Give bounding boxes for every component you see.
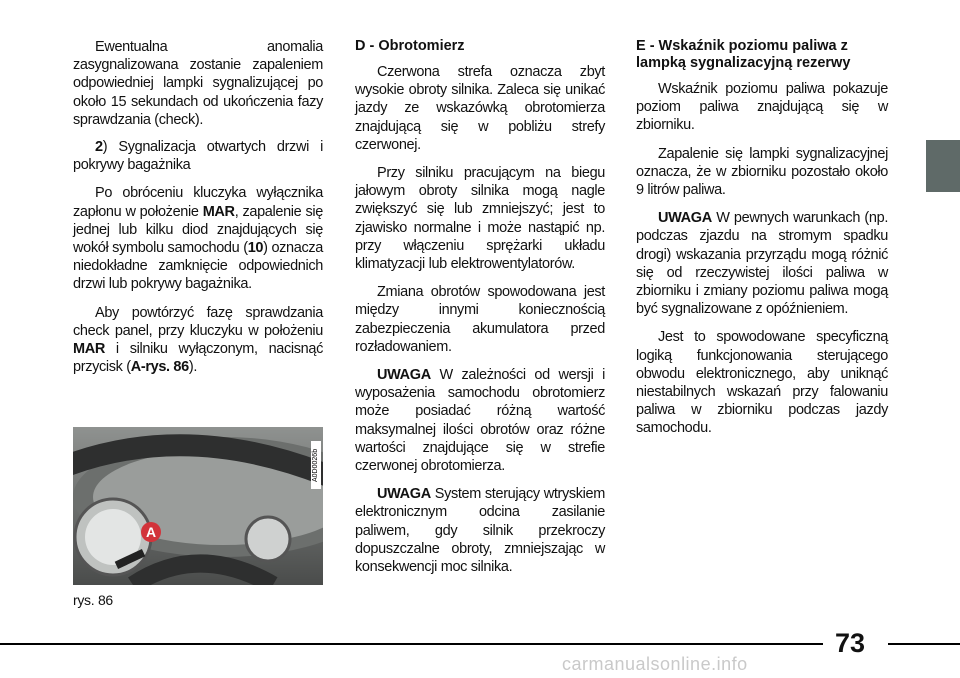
key-position-mar: MAR — [202, 203, 235, 220]
figure-caption: rys. 86 — [73, 592, 113, 608]
figure-reference: A-rys. 86 — [130, 359, 189, 376]
page-number: 73 — [835, 628, 866, 658]
note-text: W pewnych warunkach (np. podczas zjazdu na stromym spadku drogi) wskazania przyrządu mogą różnić się od rzeczywistej ilości paliwa w zbiorniku i zmiany poziomu paliwa mogą być sygnalizowane z opóźnieniem. — [636, 210, 888, 318]
paragraph-doors-desc — [73, 184, 323, 293]
note-label: UWAGA — [377, 486, 431, 503]
text-run: ). — [188, 359, 198, 376]
note-label: UWAGA — [377, 367, 431, 384]
paragraph: Jest to spowodowane specyficzną logiką funkcjonowania sterującego obwodu elektronicznego, aby uniknąć niestabilnych wskazań przy falowaniu paliwa w zbiorniku podczas jazdy samochodu. — [636, 329, 888, 437]
paragraph: Czerwona strefa oznacza zbyt wysokie obroty silnika. Zaleca się unikać jazdy ze wskazówką obrotomierza znajdującą się w pobliżu strefy czerwonej. — [355, 64, 605, 153]
column-middle — [355, 38, 605, 586]
key-position-mar: MAR — [73, 341, 105, 358]
chapter-tab — [926, 140, 960, 192]
section-heading-fuel-gauge: E - Wskaźnik poziomu paliwa z lampką sygnalizacyjną rezerwy — [636, 38, 851, 71]
paragraph: Zapalenie się lampki sygnalizacyjnej oznacza, że w zbiorniku pozostało około 9 litrów paliwa. — [636, 145, 888, 199]
note-paragraph — [355, 485, 605, 576]
item-number: 2 — [95, 139, 103, 156]
footer-rule-right — [888, 643, 960, 645]
note-paragraph — [636, 209, 888, 318]
symbol-number: 10 — [247, 240, 264, 257]
column-left — [73, 38, 323, 386]
text-run: Aby powtórzyć fazę sprawdzania check panel, przy kluczyku w położeniu — [73, 304, 323, 339]
paragraph: Zmiana obrotów spowodowana jest między innymi koniecznością zabezpieczenia akumulatora przed rozładowaniem. — [355, 284, 605, 355]
section-heading-tachometer: D - Obrotomierz — [355, 38, 465, 54]
text-run: , zapalenie się jednej lub kilku diod znajdujących się wokół symbolu samochodu ( — [73, 203, 323, 257]
watermark: carmanualsonline.info — [562, 654, 748, 674]
dashboard-illustration — [73, 427, 323, 585]
note-label: UWAGA — [658, 210, 712, 227]
figure-code: A0D0026b — [311, 441, 321, 489]
footer-rule-left — [0, 643, 823, 645]
paragraph-anomaly: Ewentualna anomalia zasygnalizowana zostanie zapaleniem odpowiedniej lampki sygnalizującej po około 15 sekundach od ukończenia fazy sprawdzania (check). — [73, 39, 323, 128]
text-run: ) oznacza niedokładne zamknięcie odpowiednich drzwi lub pokrywy bagażnika. — [73, 240, 323, 293]
column-right — [636, 38, 888, 448]
note-text: W zależności od wersji i wyposażenia samochodu obrotomierz może posiadać różną wartość maksymalnej ilości obrotów oraz różne wartości znajdujące się w strefie czerwonej obrotomierza. — [355, 367, 605, 475]
paragraph: Wskaźnik poziomu paliwa pokazuje poziom paliwa znajdującą się w zbiorniku. — [636, 81, 888, 134]
paragraph-doors-heading — [73, 138, 323, 174]
paragraph: Przy silniku pracującym na biegu jałowym obroty silnika mogą nagle zwiększyć się lub zmniejszyć; jest to zjawisko normalne i może nastąpić np. przy włączeniu sprężarki układu klimatyzacji lub elektrowentylatorów. — [355, 165, 605, 273]
callout-label-a: A — [141, 522, 161, 542]
text-run: Po obróceniu kluczyka wyłącznika zapłonu w położenie — [73, 185, 323, 220]
paragraph-check-repeat — [73, 304, 323, 377]
note-paragraph — [355, 366, 605, 475]
note-text: System sterujący wtryskiem elektronicznym odcina zasilanie paliwem, gdy silnik przekroczy dopuszczalne obroty, zmniejszając w konsekwencji moc silnika. — [355, 486, 605, 576]
text-run: i silniku wyłączonym, nacisnąć przycisk ( — [73, 341, 323, 376]
item-text: ) Sygnalizacja otwartych drzwi i pokrywy bagażnika — [73, 139, 323, 174]
figure-dashboard-photo — [73, 427, 323, 585]
